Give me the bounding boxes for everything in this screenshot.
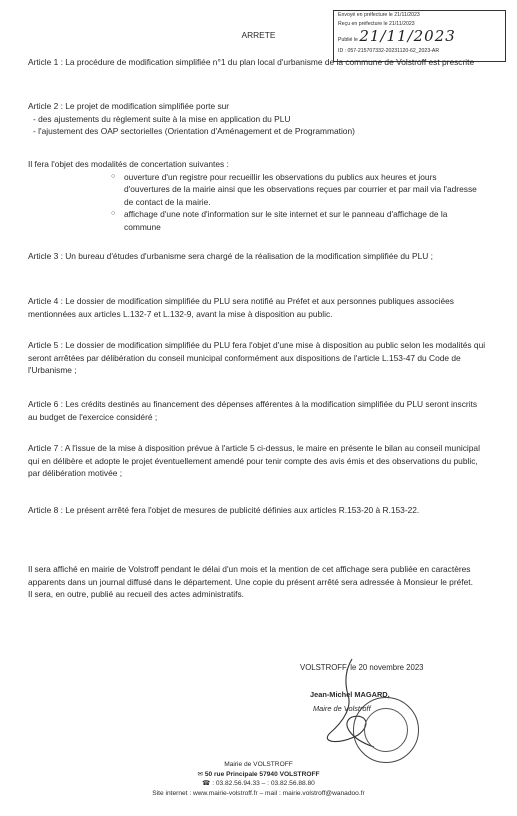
signature-place-date: VOLSTROFF, le 20 novembre 2023 (300, 663, 424, 672)
footer (0, 760, 517, 798)
footer-org: Mairie de VOLSTROFF (224, 761, 293, 768)
article-8: Article 8 : Le présent arrêté fera l'objet de mesures de publicité définies aux articles R.153-20 à R.153-22. (28, 505, 420, 515)
stamp-received: Reçu en préfecture le 21/11/2023 (338, 21, 415, 27)
stamp-published-label: Publié le (338, 37, 358, 43)
footer-address-line (0, 770, 517, 780)
article-5: Article 5 : Le dossier de modification simplifiée du PLU fera l'objet d'une mise à disposition au public selon les modalités qui seront arrêtées par délibération du conseil municipal conformément aux dispositions de l'article L.153-47 du Code de l'Urbanisme ; (28, 340, 486, 376)
article-2-item: - des ajustements du règlement suite à la mise en application du PLU (33, 113, 291, 124)
article-2 (28, 100, 488, 138)
article-2-heading: Article 2 : Le projet de modification simplifiée porte sur (28, 101, 230, 111)
mail-icon: ✉ (197, 770, 203, 778)
concertation-item: ○ affichage d'une note d'information sur le site internet et sur le panneau d'affichage de la commune (111, 208, 483, 233)
article-3: Article 3 : Un bureau d'études d'urbanisme sera chargé de la réalisation de la modification simplifiée du PLU ; (28, 251, 433, 261)
article-4: Article 4 : Le dossier de modification simplifiée du PLU sera notifié au Préfet et aux personnes publiques associées mentionnées aux articles L.132-7 et L.132-9, avant la mise à disposition au public. (28, 296, 454, 319)
article-6: Article 6 : Les crédits destinés au financement des dépenses afférentes à la modification simplifiée du PLU seront inscrits au budget de l'exercice considéré ; (28, 399, 478, 422)
signature-name: Jean-Michel MAGARD, (310, 690, 390, 699)
closing-text: Il sera affiché en mairie de Volstroff pendant le délai d'un mois et la mention de cet affichage sera publiée en caractères apparents dans un journal diffusé dans le département. Une copie du présent arrêté sera adressée à Monsieur le préfet. (28, 564, 473, 587)
closing-text-2: Il sera, en outre, publié au recueil des actes administratifs. (28, 589, 244, 600)
phone-icon: ☎ (202, 780, 211, 787)
footer-address: 50 rue Principale 57940 VOLSTROFF (204, 770, 320, 778)
article-7: Article 7 : A l'issue de la mise à disposition prévue à l'article 5 ci-dessus, le maire en présente le bilan au conseil municipal qui en délibère et adopte le projet éventuellement amendé pour tenir compte des avis émis et des observations du public, par délibération motivée ; (28, 443, 480, 479)
footer-phone-line (0, 779, 517, 789)
concertation-modalities (28, 158, 488, 234)
article-2-item: - l'ajustement des OAP sectorielles (Orientation d'Aménagement et de Programmation) (33, 126, 355, 137)
concertation-item: ○ ouverture d'un registre pour recueillir les observations du publics aux heures et jours d'ouvertures de la mairie ainsi que les observations reçues par courrier et par mail via l'adresse de contact de la mairie. (111, 171, 483, 209)
signature-role: Maire de Volstroff (313, 704, 371, 713)
stamp-id: ID : 057-215707332-20231120-62_2023-AR (338, 48, 440, 54)
document-title: ARRETE (241, 30, 276, 40)
stamp-published-handwritten-date: 21/11/2023 (359, 27, 456, 45)
article-1: Article 1 : La procédure de modification simplifiée n°1 du plan local d'urbanisme de la commune de Volstroff est prescrite (28, 57, 475, 67)
footer-phone: : 03.82.56.94.33 – : 03.82.56.88.80 (212, 780, 315, 787)
concertation-heading: Il fera l'objet des modalités de concertation suivantes : (28, 159, 229, 169)
closing-paragraph (28, 563, 488, 601)
municipal-seal (353, 697, 419, 763)
stamp-sent: Envoyé en préfecture le 21/11/2023 (338, 12, 420, 18)
footer-web: Site internet : www.mairie-volstroff.fr – mail : mairie.volstroff@wanadoo.fr (152, 789, 365, 797)
concertation-list (111, 171, 483, 234)
